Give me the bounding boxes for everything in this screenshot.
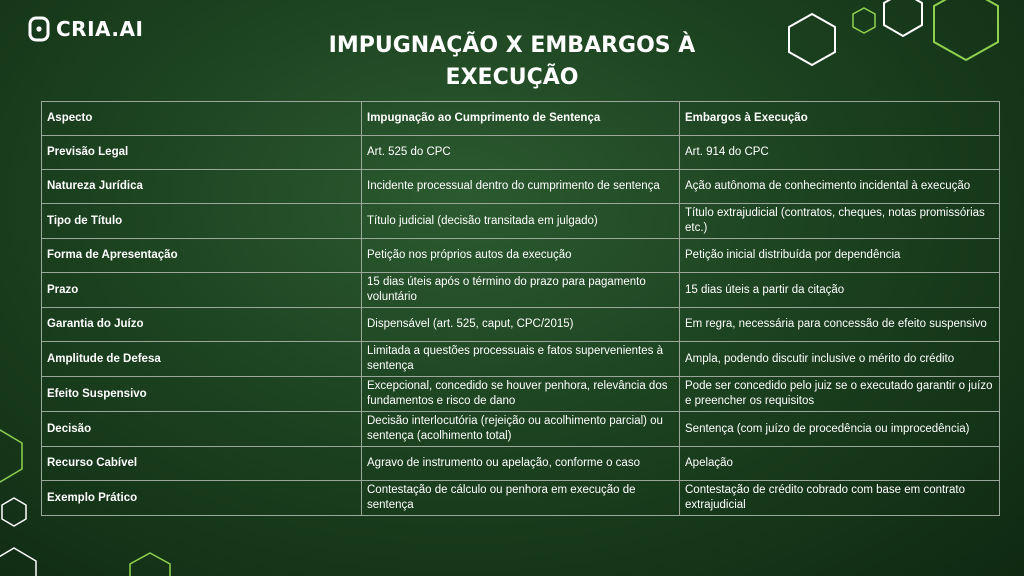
table-row — [42, 412, 1000, 447]
embargos-cell: Contestação de crédito cobrado com base em contrato extrajudicial — [680, 481, 1000, 516]
table-row — [42, 204, 1000, 239]
brand-logo — [28, 16, 143, 42]
impugnacao-cell: Limitada a questões processuais e fatos supervenientes à sentença — [362, 342, 680, 377]
impugnacao-cell: Incidente processual dentro do cumprimento de sentença — [362, 170, 680, 204]
hexagon-outline — [2, 498, 26, 526]
row-label: Exemplo Prático — [42, 481, 362, 516]
hexagon-outline — [884, 0, 922, 36]
page-title-line-2: EXECUÇÃO — [445, 65, 579, 90]
embargos-cell: Título extrajudicial (contratos, cheques, notas promissórias etc.) — [680, 204, 1000, 239]
embargos-cell: Sentença (com juízo de procedência ou improcedência) — [680, 412, 1000, 447]
embargos-cell: Pode ser concedido pelo juiz se o executado garantir o juízo e preencher os requisitos — [680, 377, 1000, 412]
row-label: Decisão — [42, 412, 362, 447]
comparison-table — [41, 101, 1000, 516]
row-label: Garantia do Juízo — [42, 308, 362, 342]
table-row — [42, 136, 1000, 170]
column-header-impugnacao: Impugnação ao Cumprimento de Sentença — [362, 102, 680, 136]
page-title-line-1: IMPUGNAÇÃO X EMBARGOS À — [328, 33, 696, 58]
impugnacao-cell: 15 dias úteis após o término do prazo para pagamento voluntário — [362, 273, 680, 308]
hexagon-outline-green — [934, 0, 998, 60]
impugnacao-cell: Decisão interlocutória (rejeição ou acolhimento parcial) ou sentença (acolhimento total) — [362, 412, 680, 447]
impugnacao-cell: Agravo de instrumento ou apelação, conforme o caso — [362, 447, 680, 481]
row-label: Previsão Legal — [42, 136, 362, 170]
embargos-cell: Ação autônoma de conhecimento incidental à execução — [680, 170, 1000, 204]
embargos-cell: Petição inicial distribuída por dependência — [680, 239, 1000, 273]
embargos-cell: Art. 914 do CPC — [680, 136, 1000, 170]
hexagon-outline-green — [853, 8, 875, 33]
cria-logo-icon — [28, 16, 50, 42]
brand-name: CRIA.AI — [56, 17, 144, 41]
hexagon-outline-green — [130, 553, 170, 576]
row-label: Natureza Jurídica — [42, 170, 362, 204]
column-header-embargos: Embargos à Execução — [680, 102, 1000, 136]
impugnacao-cell: Excepcional, concedido se houver penhora, relevância dos fundamentos e risco de dano — [362, 377, 680, 412]
row-label: Amplitude de Defesa — [42, 342, 362, 377]
row-label: Forma de Apresentação — [42, 239, 362, 273]
row-label: Prazo — [42, 273, 362, 308]
impugnacao-cell: Contestação de cálculo ou penhora em execução de sentença — [362, 481, 680, 516]
row-label: Recurso Cabível — [42, 447, 362, 481]
embargos-cell: Ampla, podendo discutir inclusive o mérito do crédito — [680, 342, 1000, 377]
impugnacao-cell: Art. 525 do CPC — [362, 136, 680, 170]
page-title — [262, 30, 762, 94]
table-row — [42, 342, 1000, 377]
embargos-cell: Em regra, necessária para concessão de efeito suspensivo — [680, 308, 1000, 342]
table-row — [42, 377, 1000, 412]
column-header-aspecto: Aspecto — [42, 102, 362, 136]
table-row — [42, 239, 1000, 273]
impugnacao-cell: Título judicial (decisão transitada em julgado) — [362, 204, 680, 239]
hexagon-outline — [789, 14, 835, 65]
table-row — [42, 481, 1000, 516]
row-label: Efeito Suspensivo — [42, 377, 362, 412]
row-label: Tipo de Título — [42, 204, 362, 239]
embargos-cell: 15 dias úteis a partir da citação — [680, 273, 1000, 308]
hexagon-outline — [0, 548, 36, 576]
table-row — [42, 273, 1000, 308]
table-row — [42, 170, 1000, 204]
table-row — [42, 308, 1000, 342]
table-header-row — [42, 102, 1000, 136]
embargos-cell: Apelação — [680, 447, 1000, 481]
impugnacao-cell: Dispensável (art. 525, caput, CPC/2015) — [362, 308, 680, 342]
hexagon-outline-green — [0, 430, 22, 482]
impugnacao-cell: Petição nos próprios autos da execução — [362, 239, 680, 273]
table-row — [42, 447, 1000, 481]
